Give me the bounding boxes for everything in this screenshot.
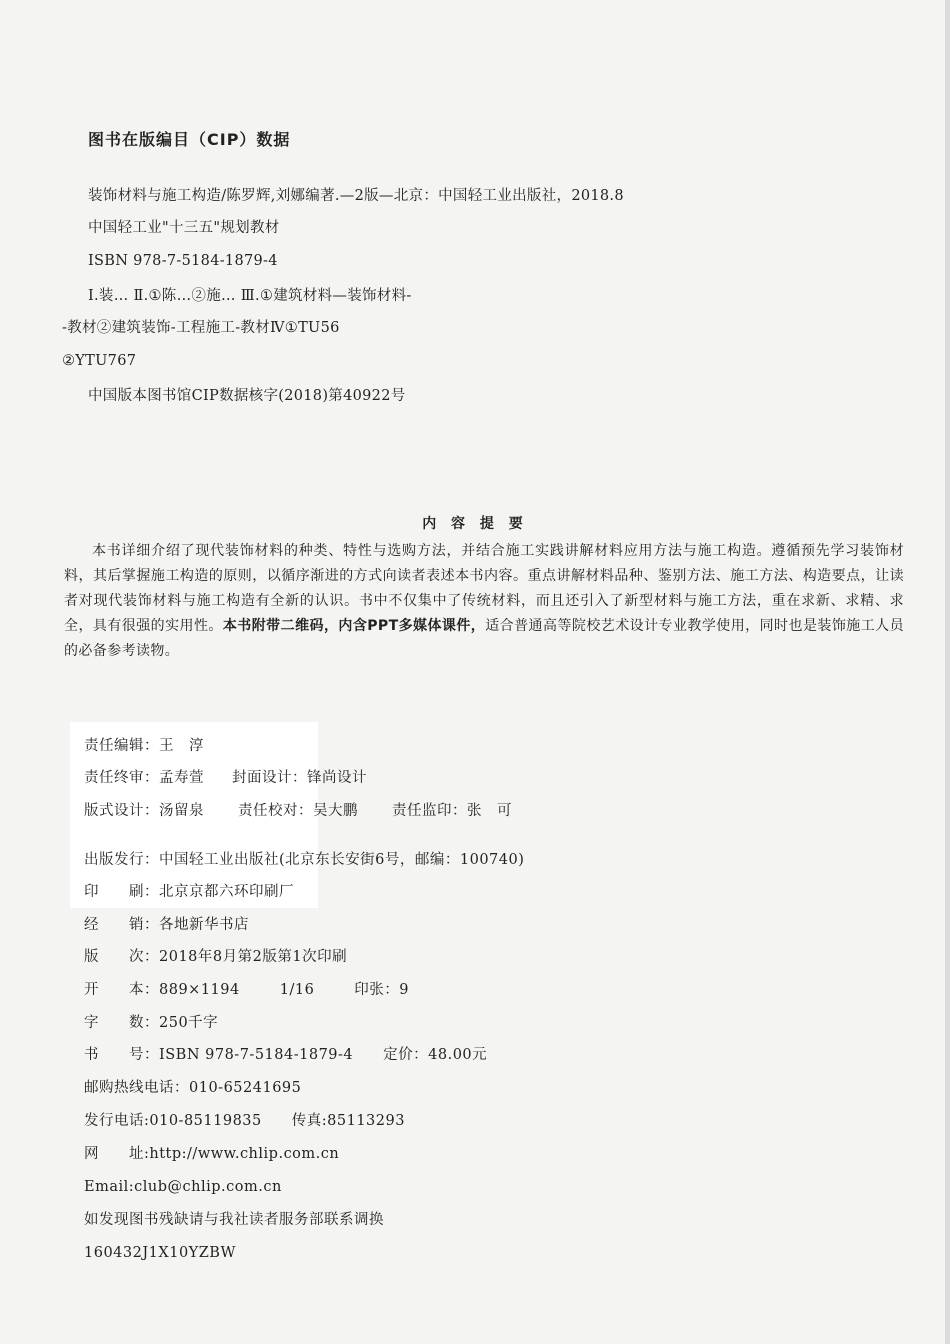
credit-proofreader: 责任校对：吴大鹏 [238, 803, 358, 819]
credit-notice: 如发现图书残缺请与我社读者服务部联系调换 [84, 1212, 384, 1228]
credit-code: 160432J1X10YZBW [84, 1245, 236, 1261]
summary-text-normal: 本书详细介绍了现代装饰材料的种类、特性与选购方法，并结合施工实践讲解材料应用方法与施工构造。遵循预先学习装饰材料，其后掌握施工构造的原则，以循序渐进的方式向读者表述本书内容。重点讲解材料品种、鉴别方法、施工方法、构造要点，让读者对现代装饰材料与施工构造有全新的认识。书中不仅集中了传统材料，而且还引入了新型材料与施工方法，重在求新、求精、求全，具有很强的实用性。 [64, 543, 904, 634]
credit-layout-design: 版式设计：汤留泉 [84, 803, 204, 819]
credit-cover-design: 封面设计：锋尚设计 [232, 770, 367, 786]
credit-row-format [84, 980, 409, 1000]
cip-line-1: 装饰材料与施工构造/陈罗辉,刘娜编著.—2版—北京：中国轻工业出版社，2018.8 [88, 188, 624, 204]
cip-line-7: 中国版本图书馆CIP数据核字(2018)第40922号 [88, 388, 406, 404]
credit-fax: 传真:85113293 [291, 1113, 405, 1129]
summary-text-end: 适合普通高等院校艺术设计专业教学使用，同时也是装饰施工人员的必备参考读物。 [64, 618, 904, 659]
credit-print-sheets: 印张：9 [354, 982, 410, 998]
credit-price: 定价：48.00元 [383, 1047, 488, 1063]
credit-row-2 [84, 768, 367, 788]
credit-publisher: 出版发行：中国轻工业出版社(北京东长安街6号，邮编：100740) [84, 852, 525, 868]
summary-title: 内 容 提 要 [422, 516, 528, 532]
cip-line-6: ②YTU767 [62, 353, 137, 369]
credit-words: 字 数：250千字 [84, 1015, 219, 1031]
credit-supervisor: 责任监印：张 可 [392, 803, 512, 819]
credit-row-phone [84, 1111, 405, 1131]
cip-line-5: -教材②建筑装饰-工程施工-教材Ⅳ①TU56 [62, 320, 340, 336]
credit-distributor: 经 销：各地新华书店 [84, 917, 249, 933]
credit-isbn: 书 号：ISBN 978-7-5184-1879-4 [84, 1047, 354, 1063]
credit-email: Email:club@chlip.com.cn [84, 1179, 282, 1195]
credit-editor: 责任编辑：王 淳 [84, 738, 204, 754]
summary-text-bold: 本书附带二维码，内含PPT多媒体课件， [222, 618, 486, 634]
cip-line-3: ISBN 978-7-5184-1879-4 [88, 253, 278, 269]
credit-format: 开 本：889×1194 [84, 982, 240, 998]
page-edge-shadow [945, 0, 950, 1344]
cip-title: 图书在版编目（CIP）数据 [88, 130, 291, 149]
credit-sales-phone: 发行电话:010-85119835 [84, 1113, 262, 1129]
credit-sheets: 1/16 [279, 982, 315, 998]
credit-website: 网 址:http://www.chlip.com.cn [84, 1146, 340, 1162]
cip-line-4: Ⅰ.装… Ⅱ.①陈…②施… Ⅲ.①建筑材料—装饰材料- [88, 288, 412, 304]
summary-text [64, 539, 904, 664]
credit-mail-order: 邮购热线电话：010-65241695 [84, 1080, 302, 1096]
credit-row-isbn [84, 1045, 487, 1065]
credit-final-review: 责任终审：孟寿萱 [84, 770, 204, 786]
credit-row-3 [84, 801, 512, 821]
credit-printer: 印 刷：北京京都六环印刷厂 [84, 884, 294, 900]
cip-line-2: 中国轻工业"十三五"规划教材 [88, 220, 280, 236]
credit-edition: 版 次：2018年8月第2版第1次印刷 [84, 949, 348, 965]
